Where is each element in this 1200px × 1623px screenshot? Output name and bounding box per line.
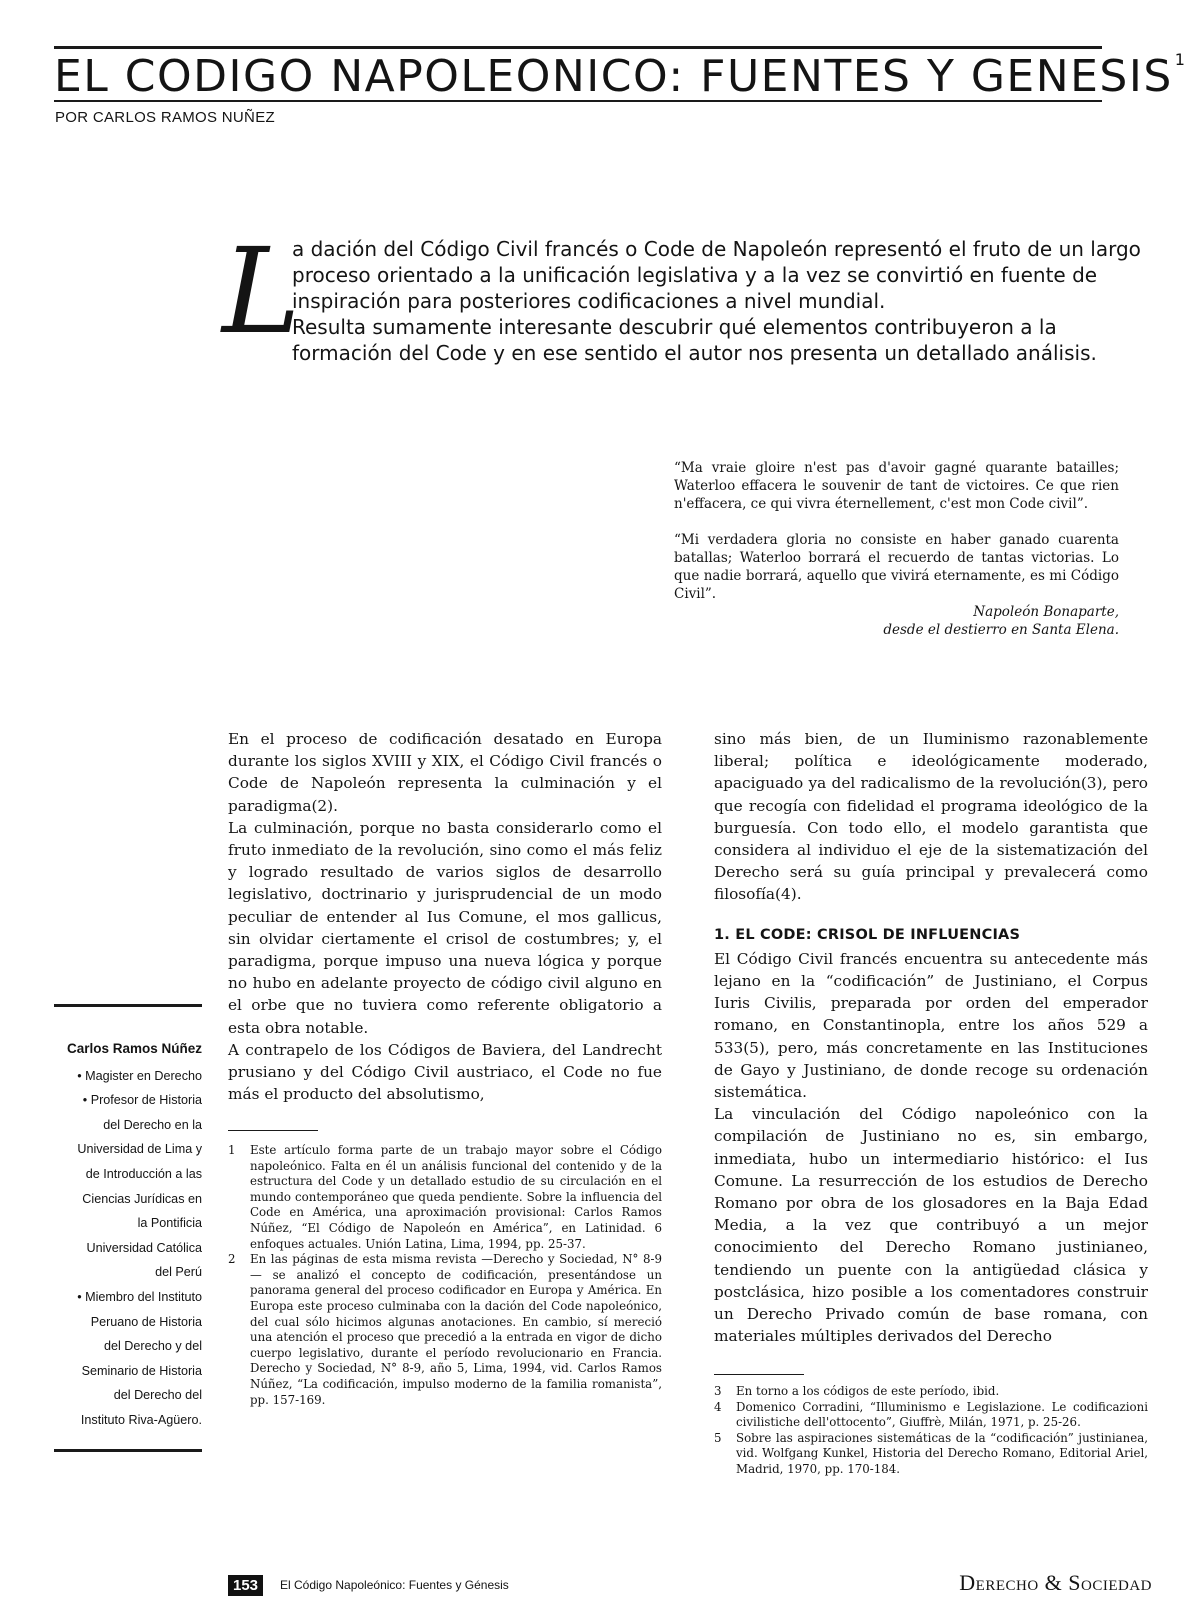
author-credential: de Introducción a las — [85, 1166, 202, 1181]
footnote — [228, 1252, 662, 1408]
epigraph-place: desde el destierro en Santa Elena. — [883, 622, 1119, 638]
author-credential: Universidad Católica — [86, 1240, 202, 1255]
footnotes-left — [228, 1143, 662, 1408]
body-paragraph: sino más bien, de un Iluminismo razonablemente liberal; política e ideológicamente moderado, apaciguado ya del radicalismo de la revolución(3), pero que recogía con fidelidad el programa ideológico de la burguesía. Con todo ello, el modelo garantista que considera al individuo el eje de la sistematización del Derecho será su guía principal y prevalecerá como filosofía(4). — [714, 730, 1148, 904]
author-credential: la Pontificia — [137, 1216, 202, 1231]
epigraph-spanish: “Mi verdadera gloria no consiste en haber ganado cuarenta batallas; Waterloo borrará el recuerdo de tantas victorias. Lo que nadie borrará, aquello que vivirá eternamente, es mi Código Civil”. — [674, 532, 1119, 602]
body-column-right — [714, 728, 1148, 1347]
footnote-text: Domenico Corradini, “Illuminismo e Legislazione. Le codificazioni civilistiche dell'ottocento”, Giuffrè, Milán, 1971, p. 25-26. — [736, 1399, 1148, 1430]
epigraph — [674, 459, 1119, 639]
author-credential: del Perú — [155, 1265, 202, 1280]
section-heading: 1. EL CODE: CRISOL DE INFLUENCIAS — [714, 926, 1021, 943]
running-title: El Código Napoleónico: Fuentes y Génesis — [280, 1578, 509, 1592]
author-credential: Universidad de Lima y — [77, 1142, 202, 1157]
footnote — [228, 1143, 662, 1252]
author-credential: Instituto Riva-Agüero. — [80, 1412, 202, 1427]
sidebar-rule-top — [54, 1004, 202, 1007]
author-credential: • Magister en Derecho — [77, 1068, 202, 1083]
author-credential: del Derecho del — [113, 1388, 202, 1403]
article-title: EL CODIGO NAPOLEONICO: FUENTES Y GENESIS $^1$ — [54, 50, 1187, 102]
author-credential: del Derecho en la — [103, 1117, 202, 1132]
intro-paragraph: Resulta sumamente interesante descubrir qué elementos contribuyeron a la formación del Code y en ese sentido el autor nos presenta un detallado análisis. — [292, 315, 1097, 365]
epigraph-author: Napoleón Bonaparte, — [973, 604, 1119, 620]
epigraph-french: “Ma vraie gloire n'est pas d'avoir gagné quarante batailles; Waterloo effacera le souvenir de tant de victoires. Ce que rien n'effacera, ce qui vivra éternellement, c'est mon Code civil”. — [674, 460, 1119, 512]
body-column-left — [228, 728, 662, 1105]
footnote — [714, 1431, 1148, 1478]
footnote-number: 4 — [714, 1399, 722, 1414]
body-paragraph: En el proceso de codificación desatado en Europa durante los siglos XVIII y XIX, el Código Civil francés o Code de Napoleón representa la culminación y el paradigma(2). — [228, 730, 662, 815]
body-paragraph: A contrapelo de los Códigos de Baviera, del Landrecht prusiano y del Código Civil austriaco, el Code no fue más el producto del absolutismo, — [228, 1040, 662, 1104]
author-credential: Seminario de Historia — [81, 1363, 202, 1378]
drop-cap: L — [222, 222, 301, 360]
author-credential: Peruano de Historia — [90, 1314, 202, 1329]
footnotes-right — [714, 1384, 1148, 1478]
footnote-number: 2 — [228, 1252, 236, 1267]
journal-name: Derecho & Sociedad — [959, 1570, 1152, 1595]
author-sidebar — [54, 1037, 202, 1433]
intro-paragraph: a dación del Código Civil francés o Code de Napoleón representó el fruto de un largo proceso orientado a la unificación legislativa y a la vez se convirtió en fuente de inspiración para posteriores codificaciones a nivel mundial. — [292, 237, 1141, 313]
header-rule-top — [54, 46, 1102, 49]
footnote-number: 1 — [228, 1143, 236, 1157]
title-footnote-ref: 1 — [1174, 50, 1187, 69]
body-paragraph: La vinculación del Código napoleónico con la compilación de Justiniano no es, sin embargo, inmediata, hubo un intermediario histórico: el Ius Comune. La resurrección de los estudios de Derecho Romano por obra de los glosadores en la Baja Edad Media, a la vez que contribuyó a un mejor conocimiento del Derecho Romano justinianeo, tendiendo un puente con la antigüedad clásica y postclásica, hizo posible a los comentadores construir un Derecho Privado común de base romana, con materiales múltiples derivados del Derecho — [714, 1105, 1148, 1346]
byline: POR CARLOS RAMOS NUÑEZ — [55, 109, 275, 126]
author-credential: Ciencias Jurídicas en — [82, 1191, 202, 1206]
footnote-text: En las páginas de esta misma revista —Derecho y Sociedad, N° 8-9— se analizó el concepto de codificación, presentándose un panorama general del proceso codificador en Europa y América. En Europa este proceso culminaba con la dación del Code napoleónico, del cual sólo hicimos algunas anotaciones. En cambio, sí mereció una atención el proceso que precedió a la entrada en vigor de dicho cuerpo legislativo, durante el período revolucionario en Francia. Derecho y Sociedad, N° 8-9, año 5, Lima, 1994, vid. Carlos Ramos Núñez, “La codificación, impulso moderno de la familia romanista”, pp. 157-169. — [250, 1252, 662, 1407]
footnote-text: En torno a los códigos de este período, ibid. — [736, 1384, 1000, 1398]
body-paragraph: El Código Civil francés encuentra su antecedente más lejano en la “codificación” de Justiniano, el Corpus Iuris Civilis, preparada por orden del emperador romano, en Constantinopla, entre los años 529 a 533(5), pero, más concretamente en las Instituciones de Gayo y Justiniano, de donde recoge su ordenación sistemática. — [714, 949, 1148, 1102]
footnote — [714, 1384, 1148, 1400]
footnote-text: Este artículo forma parte de un trabajo mayor sobre el Código napoleónico. Falta en él un análisis funcional del contenido y de la estructura del Code y un detallado estudio de su circulación en el mundo contemporáneo que queda pendiente. Sobre la influencia del Code en América, una aproximación provisional: Carlos Ramos Núñez, “El Código de Napoleón en América”, en Latinidad. 6 enfoques actuales. Unión Latina, Lima, 1994, pp. 25-37. — [250, 1143, 662, 1251]
footnote-number: 5 — [714, 1430, 722, 1445]
footnote-separator-right — [714, 1374, 804, 1375]
footnote-separator-left — [228, 1130, 318, 1131]
intro-abstract — [292, 236, 1152, 366]
footnote — [714, 1400, 1148, 1431]
sidebar-rule-bottom — [54, 1449, 202, 1452]
author-credential: • Miembro del Instituto — [77, 1289, 202, 1304]
body-paragraph: La culminación, porque no basta considerarlo como el fruto inmediato de la revolución, sino como el más feliz y logrado resultado de varios siglos de desarrollo legislativo, doctrinario y jurisprudencial de un modo peculiar de entender al Ius Comune, el mos gallicus, sin olvidar ciertamente el crisol de costumbres; y, el paradigma, porque impuso una nueva lógica y porque no hubo en adelante proyecto de código civil alguno en el orbe que no tuviera como referente obligatorio a esta obra notable. — [228, 818, 662, 1037]
footnote-text: Sobre las aspiraciones sistemáticas de la “codificación” justinianea, vid. Wolfgang Kunkel, Historia del Derecho Romano, Editorial Ariel, Madrid, 1970, pp. 170-184. — [736, 1430, 1148, 1476]
author-credential: • Profesor de Historia — [82, 1093, 202, 1108]
author-name: Carlos Ramos Núñez — [66, 1041, 202, 1056]
footnote-number: 3 — [714, 1384, 722, 1398]
author-credential: del Derecho y del — [103, 1339, 202, 1354]
page-number: 153 — [228, 1575, 263, 1596]
